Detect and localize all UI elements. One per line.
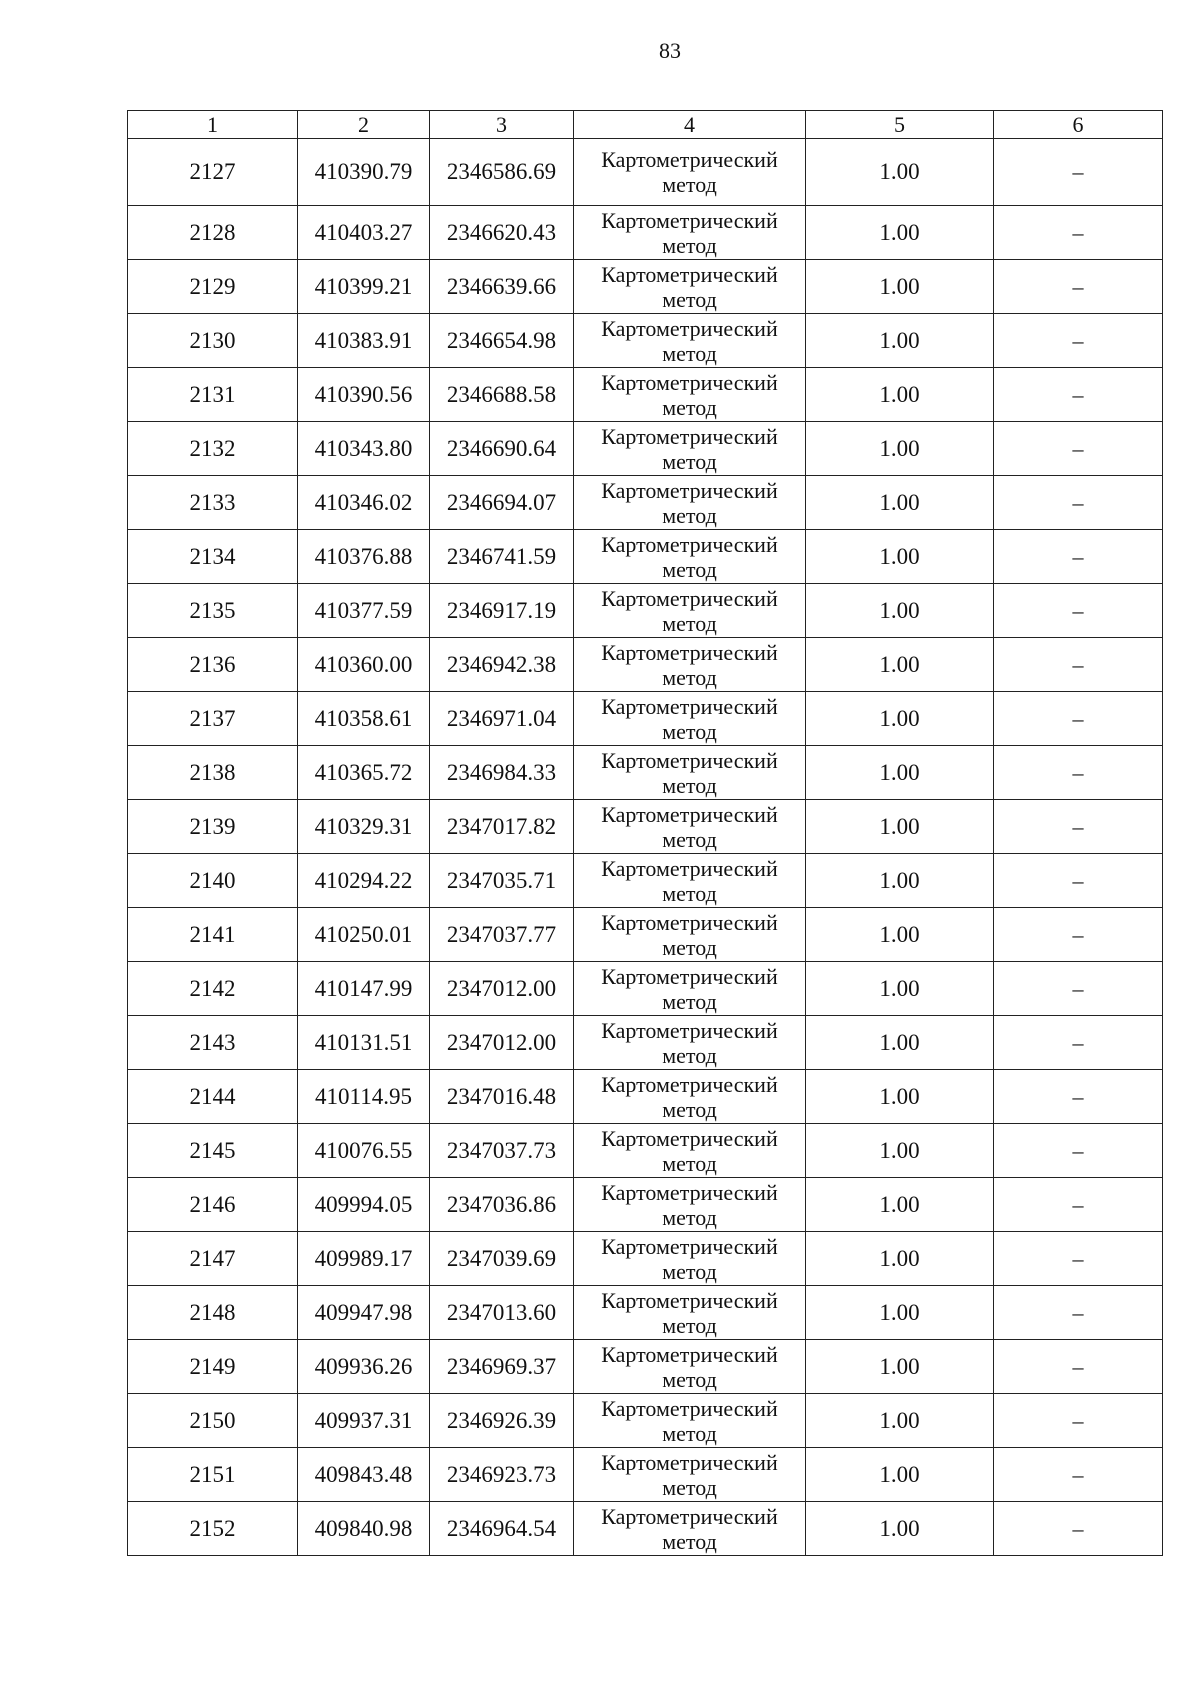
precision-cell: 1.00 <box>806 1502 994 1556</box>
method-cell <box>574 1070 806 1124</box>
precision-cell: 1.00 <box>806 206 994 260</box>
note-cell: – <box>994 1070 1163 1124</box>
y-coordinate-cell: 2346969.37 <box>430 1340 574 1394</box>
column-header: 1 <box>128 111 298 139</box>
method-line-2: метод <box>662 610 717 636</box>
table-row <box>128 908 1163 962</box>
page-number <box>0 38 1200 64</box>
method-cell <box>574 1340 806 1394</box>
table-row <box>128 1448 1163 1502</box>
method-cell <box>574 368 806 422</box>
method-line-2: метод <box>662 718 717 744</box>
note-cell: – <box>994 1286 1163 1340</box>
note-cell: – <box>994 476 1163 530</box>
method-cell <box>574 260 806 314</box>
table-row <box>128 260 1163 314</box>
method-line-2: метод <box>662 1204 717 1230</box>
method-line-1: Картометрический <box>601 1341 778 1367</box>
table-row <box>128 206 1163 260</box>
precision-cell: 1.00 <box>806 1286 994 1340</box>
y-coordinate-cell: 2346639.66 <box>430 260 574 314</box>
precision-cell: 1.00 <box>806 1340 994 1394</box>
note-cell: – <box>994 1232 1163 1286</box>
precision-cell: 1.00 <box>806 962 994 1016</box>
y-coordinate-cell: 2347036.86 <box>430 1178 574 1232</box>
y-coordinate-cell: 2347012.00 <box>430 1016 574 1070</box>
method-cell <box>574 638 806 692</box>
note-cell: – <box>994 206 1163 260</box>
note-cell: – <box>994 139 1163 206</box>
note-cell: – <box>994 368 1163 422</box>
x-coordinate-cell: 410390.79 <box>298 139 430 206</box>
point-number-cell: 2151 <box>128 1448 298 1502</box>
method-line-2: метод <box>662 1150 717 1176</box>
table-row <box>128 1070 1163 1124</box>
method-line-1: Картометрический <box>601 423 778 449</box>
note-cell: – <box>994 260 1163 314</box>
method-cell <box>574 206 806 260</box>
method-line-1: Картометрический <box>601 147 778 172</box>
method-cell <box>574 692 806 746</box>
method-cell <box>574 1124 806 1178</box>
page-number-text: 83 <box>659 38 681 63</box>
method-line-1: Картометрический <box>601 1395 778 1421</box>
y-coordinate-cell: 2346741.59 <box>430 530 574 584</box>
precision-cell: 1.00 <box>806 800 994 854</box>
column-header: 2 <box>298 111 430 139</box>
column-header: 6 <box>994 111 1163 139</box>
point-number-cell: 2136 <box>128 638 298 692</box>
method-cell <box>574 1448 806 1502</box>
y-coordinate-cell: 2346654.98 <box>430 314 574 368</box>
note-cell: – <box>994 1340 1163 1394</box>
method-line-1: Картометрический <box>601 261 778 287</box>
point-number-cell: 2138 <box>128 746 298 800</box>
y-coordinate-cell: 2346971.04 <box>430 692 574 746</box>
method-line-2: метод <box>662 826 717 852</box>
table-row <box>128 422 1163 476</box>
y-coordinate-cell: 2346917.19 <box>430 584 574 638</box>
precision-cell: 1.00 <box>806 584 994 638</box>
precision-cell: 1.00 <box>806 1070 994 1124</box>
header-row <box>128 111 1163 139</box>
method-line-1: Картометрический <box>601 531 778 557</box>
table-row <box>128 530 1163 584</box>
x-coordinate-cell: 410343.80 <box>298 422 430 476</box>
table-row <box>128 476 1163 530</box>
precision-cell: 1.00 <box>806 1394 994 1448</box>
precision-cell: 1.00 <box>806 1124 994 1178</box>
y-coordinate-cell: 2346694.07 <box>430 476 574 530</box>
precision-cell: 1.00 <box>806 530 994 584</box>
note-cell: – <box>994 1124 1163 1178</box>
method-line-1: Картометрический <box>601 315 778 341</box>
note-cell: – <box>994 746 1163 800</box>
method-line-1: Картометрический <box>601 639 778 665</box>
table-row <box>128 854 1163 908</box>
precision-cell: 1.00 <box>806 908 994 962</box>
method-line-1: Картометрический <box>601 1287 778 1313</box>
method-line-2: метод <box>662 232 717 258</box>
method-line-1: Картометрический <box>601 1179 778 1205</box>
point-number-cell: 2147 <box>128 1232 298 1286</box>
point-number-cell: 2149 <box>128 1340 298 1394</box>
point-number-cell: 2128 <box>128 206 298 260</box>
x-coordinate-cell: 410358.61 <box>298 692 430 746</box>
point-number-cell: 2135 <box>128 584 298 638</box>
table-body <box>128 139 1163 1556</box>
method-line-2: метод <box>662 772 717 798</box>
y-coordinate-cell: 2347012.00 <box>430 962 574 1016</box>
table-row <box>128 1124 1163 1178</box>
method-line-2: метод <box>662 394 717 420</box>
note-cell: – <box>994 530 1163 584</box>
method-cell <box>574 1502 806 1556</box>
precision-cell: 1.00 <box>806 260 994 314</box>
table-row <box>128 800 1163 854</box>
x-coordinate-cell: 410377.59 <box>298 584 430 638</box>
method-line-1: Картометрический <box>601 855 778 881</box>
y-coordinate-cell: 2346984.33 <box>430 746 574 800</box>
x-coordinate-cell: 410076.55 <box>298 1124 430 1178</box>
point-number-cell: 2139 <box>128 800 298 854</box>
note-cell: – <box>994 638 1163 692</box>
note-cell: – <box>994 800 1163 854</box>
method-line-2: метод <box>662 340 717 366</box>
method-line-2: метод <box>662 1528 717 1554</box>
note-cell: – <box>994 584 1163 638</box>
method-line-2: метод <box>662 1042 717 1068</box>
y-coordinate-cell: 2347039.69 <box>430 1232 574 1286</box>
note-cell: – <box>994 854 1163 908</box>
precision-cell: 1.00 <box>806 476 994 530</box>
x-coordinate-cell: 410365.72 <box>298 746 430 800</box>
point-number-cell: 2129 <box>128 260 298 314</box>
method-line-1: Картометрический <box>601 585 778 611</box>
method-line-1: Картометрический <box>601 963 778 989</box>
method-line-1: Картометрический <box>601 477 778 503</box>
table-row <box>128 1502 1163 1556</box>
precision-cell: 1.00 <box>806 1178 994 1232</box>
y-coordinate-cell: 2346942.38 <box>430 638 574 692</box>
method-cell <box>574 854 806 908</box>
point-number-cell: 2141 <box>128 908 298 962</box>
point-number-cell: 2131 <box>128 368 298 422</box>
table-row <box>128 1178 1163 1232</box>
precision-cell: 1.00 <box>806 638 994 692</box>
method-cell <box>574 314 806 368</box>
y-coordinate-cell: 2347013.60 <box>430 1286 574 1340</box>
coordinates-table <box>127 110 1163 1556</box>
table-row <box>128 1016 1163 1070</box>
method-cell <box>574 908 806 962</box>
table-row <box>128 584 1163 638</box>
method-line-2: метод <box>662 556 717 582</box>
y-coordinate-cell: 2347016.48 <box>430 1070 574 1124</box>
point-number-cell: 2142 <box>128 962 298 1016</box>
point-number-cell: 2152 <box>128 1502 298 1556</box>
x-coordinate-cell: 410399.21 <box>298 260 430 314</box>
precision-cell: 1.00 <box>806 1016 994 1070</box>
point-number-cell: 2144 <box>128 1070 298 1124</box>
table-row <box>128 962 1163 1016</box>
note-cell: – <box>994 422 1163 476</box>
method-line-1: Картометрический <box>601 369 778 395</box>
method-cell <box>574 1286 806 1340</box>
x-coordinate-cell: 410250.01 <box>298 908 430 962</box>
y-coordinate-cell: 2346620.43 <box>430 206 574 260</box>
method-cell <box>574 584 806 638</box>
table-row <box>128 1232 1163 1286</box>
method-line-1: Картометрический <box>601 1071 778 1097</box>
method-line-2: метод <box>662 286 717 312</box>
y-coordinate-cell: 2347017.82 <box>430 800 574 854</box>
method-line-2: метод <box>662 880 717 906</box>
x-coordinate-cell: 410383.91 <box>298 314 430 368</box>
method-line-1: Картометрический <box>601 1503 778 1529</box>
method-cell <box>574 476 806 530</box>
method-line-2: метод <box>662 1420 717 1446</box>
point-number-cell: 2140 <box>128 854 298 908</box>
table-row <box>128 746 1163 800</box>
x-coordinate-cell: 409936.26 <box>298 1340 430 1394</box>
column-header: 3 <box>430 111 574 139</box>
method-cell <box>574 746 806 800</box>
y-coordinate-cell: 2346690.64 <box>430 422 574 476</box>
precision-cell: 1.00 <box>806 139 994 206</box>
method-line-1: Картометрический <box>601 909 778 935</box>
precision-cell: 1.00 <box>806 422 994 476</box>
x-coordinate-cell: 409947.98 <box>298 1286 430 1340</box>
method-cell <box>574 1232 806 1286</box>
x-coordinate-cell: 410329.31 <box>298 800 430 854</box>
table-row <box>128 1340 1163 1394</box>
y-coordinate-cell: 2347037.73 <box>430 1124 574 1178</box>
table-header <box>128 111 1163 139</box>
precision-cell: 1.00 <box>806 1232 994 1286</box>
y-coordinate-cell: 2346923.73 <box>430 1448 574 1502</box>
note-cell: – <box>994 692 1163 746</box>
method-line-2: метод <box>662 502 717 528</box>
method-line-2: метод <box>662 1096 717 1122</box>
method-line-2: метод <box>662 664 717 690</box>
x-coordinate-cell: 410147.99 <box>298 962 430 1016</box>
x-coordinate-cell: 410390.56 <box>298 368 430 422</box>
point-number-cell: 2134 <box>128 530 298 584</box>
precision-cell: 1.00 <box>806 746 994 800</box>
note-cell: – <box>994 1178 1163 1232</box>
method-cell <box>574 139 806 206</box>
y-coordinate-cell: 2346964.54 <box>430 1502 574 1556</box>
column-header: 5 <box>806 111 994 139</box>
method-line-2: метод <box>662 1366 717 1392</box>
method-cell <box>574 422 806 476</box>
method-cell <box>574 800 806 854</box>
x-coordinate-cell: 409843.48 <box>298 1448 430 1502</box>
note-cell: – <box>994 962 1163 1016</box>
method-line-1: Картометрический <box>601 1233 778 1259</box>
note-cell: – <box>994 1502 1163 1556</box>
method-line-2: метод <box>662 1312 717 1338</box>
column-header: 4 <box>574 111 806 139</box>
note-cell: – <box>994 1448 1163 1502</box>
method-line-1: Картометрический <box>601 693 778 719</box>
x-coordinate-cell: 409840.98 <box>298 1502 430 1556</box>
x-coordinate-cell: 409937.31 <box>298 1394 430 1448</box>
y-coordinate-cell: 2347035.71 <box>430 854 574 908</box>
method-line-2: метод <box>662 988 717 1014</box>
table-row <box>128 314 1163 368</box>
method-line-1: Картометрический <box>601 1017 778 1043</box>
point-number-cell: 2148 <box>128 1286 298 1340</box>
x-coordinate-cell: 410294.22 <box>298 854 430 908</box>
method-line-1: Картометрический <box>601 1125 778 1151</box>
x-coordinate-cell: 409989.17 <box>298 1232 430 1286</box>
method-line-1: Картометрический <box>601 1449 778 1475</box>
method-cell <box>574 1178 806 1232</box>
point-number-cell: 2133 <box>128 476 298 530</box>
method-cell <box>574 1016 806 1070</box>
method-line-2: метод <box>662 1258 717 1284</box>
table-row <box>128 1286 1163 1340</box>
method-line-1: Картометрический <box>601 207 778 233</box>
precision-cell: 1.00 <box>806 368 994 422</box>
x-coordinate-cell: 410403.27 <box>298 206 430 260</box>
x-coordinate-cell: 409994.05 <box>298 1178 430 1232</box>
precision-cell: 1.00 <box>806 314 994 368</box>
note-cell: – <box>994 1016 1163 1070</box>
method-cell <box>574 962 806 1016</box>
point-number-cell: 2127 <box>128 139 298 206</box>
note-cell: – <box>994 314 1163 368</box>
x-coordinate-cell: 410131.51 <box>298 1016 430 1070</box>
note-cell: – <box>994 1394 1163 1448</box>
table-row <box>128 368 1163 422</box>
x-coordinate-cell: 410114.95 <box>298 1070 430 1124</box>
point-number-cell: 2146 <box>128 1178 298 1232</box>
table-row <box>128 692 1163 746</box>
precision-cell: 1.00 <box>806 854 994 908</box>
y-coordinate-cell: 2346926.39 <box>430 1394 574 1448</box>
precision-cell: 1.00 <box>806 692 994 746</box>
table-row <box>128 1394 1163 1448</box>
method-cell <box>574 1394 806 1448</box>
method-cell <box>574 530 806 584</box>
table-row <box>128 139 1163 206</box>
method-line-2: метод <box>662 172 717 197</box>
y-coordinate-cell: 2346586.69 <box>430 139 574 206</box>
method-line-2: метод <box>662 448 717 474</box>
point-number-cell: 2137 <box>128 692 298 746</box>
table-row <box>128 638 1163 692</box>
x-coordinate-cell: 410360.00 <box>298 638 430 692</box>
x-coordinate-cell: 410346.02 <box>298 476 430 530</box>
point-number-cell: 2143 <box>128 1016 298 1070</box>
method-line-1: Картометрический <box>601 801 778 827</box>
point-number-cell: 2145 <box>128 1124 298 1178</box>
precision-cell: 1.00 <box>806 1448 994 1502</box>
method-line-2: метод <box>662 934 717 960</box>
point-number-cell: 2132 <box>128 422 298 476</box>
point-number-cell: 2150 <box>128 1394 298 1448</box>
note-cell: – <box>994 908 1163 962</box>
method-line-2: метод <box>662 1474 717 1500</box>
y-coordinate-cell: 2347037.77 <box>430 908 574 962</box>
x-coordinate-cell: 410376.88 <box>298 530 430 584</box>
point-number-cell: 2130 <box>128 314 298 368</box>
method-line-1: Картометрический <box>601 747 778 773</box>
y-coordinate-cell: 2346688.58 <box>430 368 574 422</box>
